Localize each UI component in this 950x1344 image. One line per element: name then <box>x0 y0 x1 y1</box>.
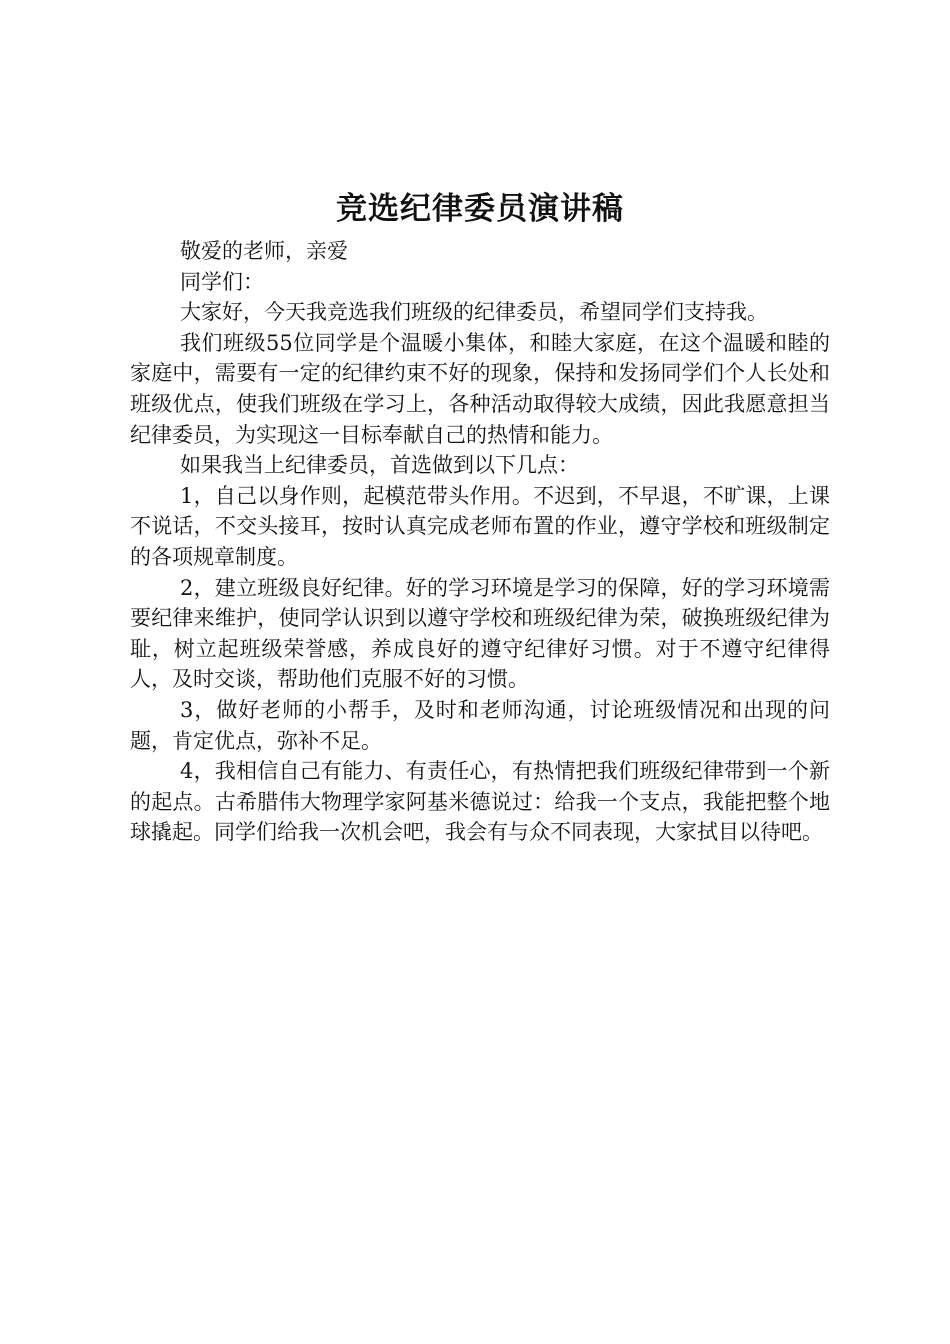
point-2-paragraph: 2，建立班级良好纪律。好的学习环境是学习的保障，好的学习环境需要纪律来维护，使同学认识到以遵守学校和班级纪律为荣，破换班级纪律为耻，树立起班级荣誉感，养成良好的遵守纪律好习惯。对于不遵守纪律得人，及时交谈，帮助他们克服不好的习惯。 <box>130 575 830 692</box>
document-title: 竞选纪律委员演讲稿 <box>336 191 624 227</box>
plan-intro-paragraph: 如果我当上纪律委员，首选做到以下几点： <box>180 453 579 478</box>
point-1-paragraph: 1，自己以身作则，起模范带头作用。不迟到，不早退，不旷课，上课不说话，不交头接耳，按时认真完成老师布置的作业，遵守学校和班级制定的各项规章制度。 <box>130 483 830 569</box>
greeting-line-1: 敬爱的老师，亲爱 <box>180 239 348 263</box>
point-3-paragraph: 3，做好老师的小帮手，及时和老师沟通，讨论班级情况和出现的问题，肯定优点，弥补不足。 <box>130 697 830 753</box>
opening-paragraph: 大家好，今天我竞选我们班级的纪律委员，希望同学们支持我。 <box>180 300 768 325</box>
class-description-paragraph: 我们班级55位同学是个温暖小集体，和睦大家庭，在这个温暖和睦的家庭中，需要有一定的纪律约束不好的现象，保持和发扬同学们个人长处和班级优点，使我们班级在学习上，各种活动取得较大成绩，因此我愿意担当纪律委员，为实现这一目标奉献自己的热情和能力。 <box>130 330 830 447</box>
document-page <box>130 182 830 848</box>
greeting-line-2: 同学们： <box>180 269 264 294</box>
point-4-paragraph: 4，我相信自己有能力、有责任心，有热情把我们班级纪律带到一个新的起点。古希腊伟大物理学家阿基米德说过：给我一个支点，我能把整个地球撬起。同学们给我一次机会吧，我会有与众不同表现，大家拭目以待吧。 <box>130 759 830 845</box>
